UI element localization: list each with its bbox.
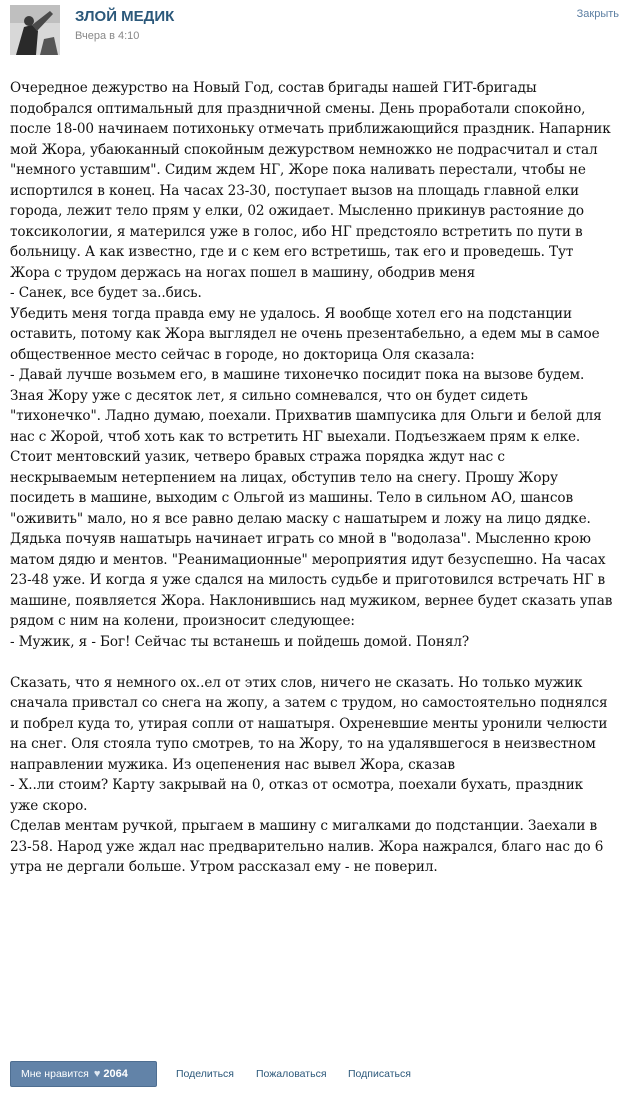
post-paragraph: Убедить меня тогда правда ему не удалось. Я вообще хотел его на подстанции оставить, потому как Жора выглядел не очень презентабельно, а едем мы в самое общественное место сейчас в городе, но докторица Оля сказала:: [10, 305, 600, 363]
paragraph-gap: [10, 652, 614, 673]
post-header: [0, 0, 619, 60]
post-paragraph: - Давай лучше возьмем его, в машине тихонечко посидит пока на вызове будем. Зная Жору уже с десяток лет, я сильно сомневался, что он будет сидеть "тихонечко". Ладно думаю, поехали. Прихватив шампусика для Ольги и белой для нас с Жорой, чтоб хоть как то встретить НГ выехали. Подъезжаем прям к елке. Стоит ментовский уазик, четверо бравых стража порядка ждут нас с нескрываемым нетерпением на лицах, обступив тело на снегу. Прошу Жору посидеть в машине, выходим с Ольгой из машины. Тело в сильном АО, шансов "оживить" мало, но я все равно делаю маску с нашатырем и ложу на лицо дядке. Дядька почуяв нашатырь начинает играть со мной в "водолаза". Мысленно крою матом дядю и ментов. "Реанимационные" мероприятия идут безуспешно. На часах 23-48 уже. И когда я уже сдался на милость судьбе и приготовился встречать НГ в машине, появляется Жора. Наклонившись над мужиком, вернее будет сказать упав рядом с ним на колени, произносит следующее:: [10, 367, 613, 629]
author-name[interactable]: ЗЛОЙ МЕДИК: [75, 8, 175, 25]
post-actions: [10, 1061, 610, 1087]
post-paragraph: - Х..ли стоим? Карту закрывай на 0, отказ от осмотра, поехали бухать, праздник уже скоро.: [10, 777, 584, 814]
avatar[interactable]: [10, 5, 60, 55]
post-paragraph: Сделав ментам ручкой, прыгаем в машину с мигалками до подстанции. Заехали в 23-58. Народ уже ждал нас предварительно налив. Жора нажрался, благо нас до 6 утра не дергали больше. Утром рассказал ему - не поверил.: [10, 818, 604, 875]
close-link[interactable]: Закрыть: [576, 8, 619, 20]
report-link[interactable]: Пожаловаться: [256, 1068, 327, 1080]
heart-icon: ♥: [93, 1068, 101, 1080]
avatar-image: [10, 5, 60, 55]
like-label: Мне нравится: [21, 1068, 89, 1080]
post-paragraph: - Санек, все будет за..бись.: [10, 285, 202, 301]
post-paragraph: - Мужик, я - Бог! Сейчас ты встанешь и пойдешь домой. Понял?: [10, 633, 470, 650]
post-text: [10, 78, 614, 878]
subscribe-link[interactable]: Подписаться: [348, 1068, 411, 1080]
like-button[interactable]: [10, 1061, 157, 1087]
post-paragraph: Очередное дежурство на Новый Год, состав бригады нашей ГИТ-бригады подобрался оптимальный для праздничной смены. День проработали спокойно, после 18-00 начинаем потихоньку отмечать приближающийся праздник. Напарник мой Жора, убаюканный спокойным дежурством немножко не подрасчитал и стал "немного уставшим". Сидим ждем НГ, Жоре пока наливать перестали, чтобы не испортился в конец. На часах 23-30, поступает вызов на площадь главной елки города, лежит тело прям у елки, 02 ожидает. Мысленно прикинув растояние до токсикологии, я матерился уже в голос, ибо НГ предстояло встретить по пути в больницу. А как известно, где и с кем его встретишь, так его и проведешь. Тут Жора с трудом держась на ногах пошел в машину, ободрив меня: [10, 80, 611, 281]
post-date[interactable]: Вчера в 4:10: [75, 30, 140, 42]
share-link[interactable]: Поделиться: [176, 1068, 234, 1080]
like-count: 2064: [103, 1068, 128, 1080]
post-paragraph: Сказать, что я немного ох..ел от этих слов, ничего не сказать. Но только мужик сначала привстал со снега на жопу, а затем с трудом, но самостоятельно поднялся и побрел куда то, утирая сопли от нашатыря. Охреневшие менты уронили челюсти на снег. Оля стояла тупо смотрев, то на Жору, то на удалявшегося в неизвестном направлении мужика. Из оцепенения нас вывел Жора, сказав: [10, 674, 608, 773]
